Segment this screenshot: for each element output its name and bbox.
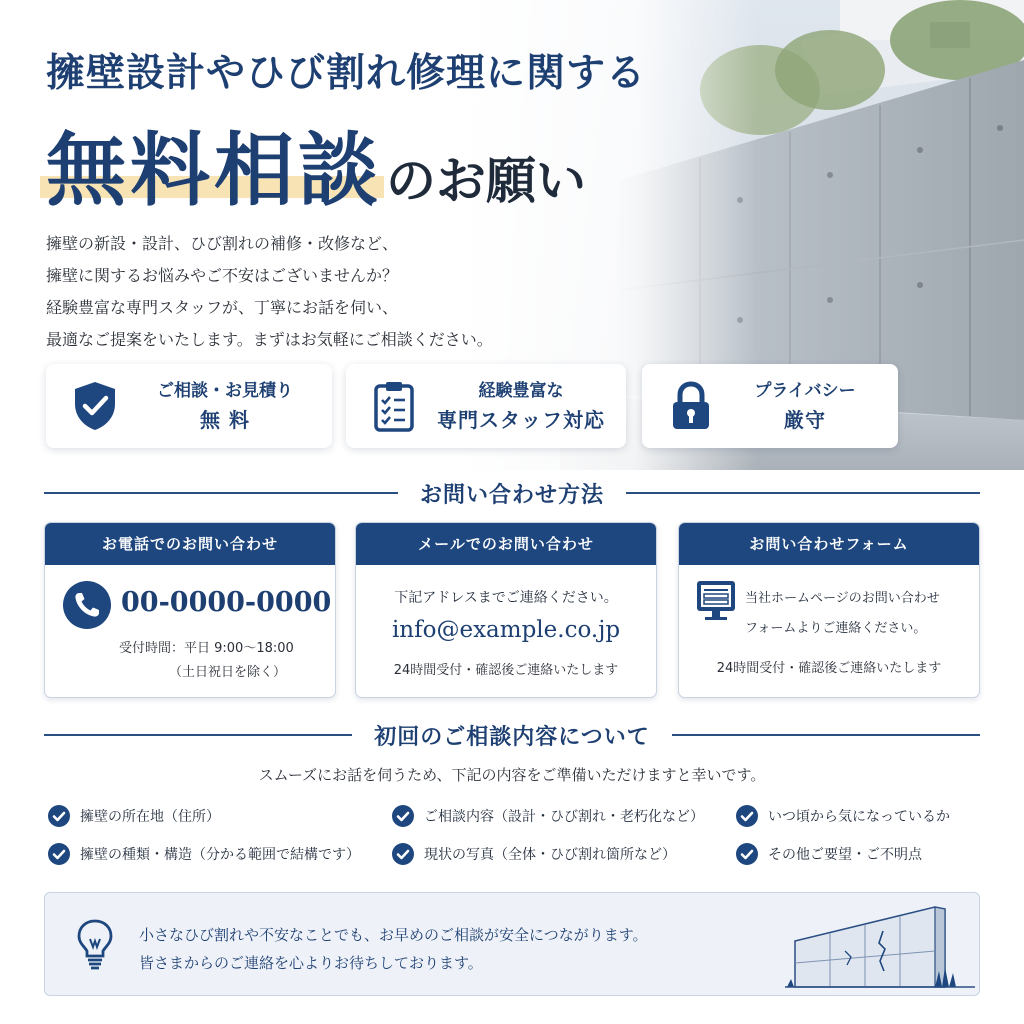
feature-line2: 専門スタッフ対応 (437, 408, 605, 432)
check-circle-icon (48, 843, 70, 865)
checklist-item (736, 842, 922, 866)
checklist-item-text: 擁壁の所在地（住所） (80, 809, 220, 825)
cracked-wall-illustration (785, 901, 975, 993)
consult-title: 初回のご相談内容について (374, 724, 650, 750)
phone-icon (63, 581, 111, 629)
check-circle-icon (48, 805, 70, 827)
checklist-item-text: 擁壁の種類・構造（分かる範囲で結構です） (80, 847, 360, 863)
phone-number[interactable]: 00-0000-0000 (121, 587, 332, 618)
divider (672, 734, 980, 736)
feature-free-consultation (46, 364, 332, 448)
divider (44, 492, 398, 494)
contact-section-title (44, 478, 980, 508)
email-note: 24時間受付・確認後ご連絡いたします (393, 663, 619, 678)
checklist-item-text: ご相談内容（設計・ひび割れ・老朽化など） (424, 809, 704, 825)
checklist-item (392, 804, 704, 828)
intro-line: 経験豊富な専門スタッフが、丁寧にお話を伺い、 (46, 298, 399, 317)
check-circle-icon (392, 843, 414, 865)
checklist-item-text: 現状の写真（全体・ひび割れ箇所など） (424, 847, 676, 863)
headline-emphasis: 無料相談 (46, 123, 382, 217)
phone-contact-card (44, 522, 336, 698)
lightbulb-icon (75, 917, 115, 971)
check-circle-icon (392, 805, 414, 827)
contact-title: お問い合わせ方法 (420, 482, 605, 508)
intro-text (46, 228, 606, 356)
check-circle-icon (736, 805, 758, 827)
checklist-item-text: その他ご要望・ご不明点 (768, 847, 922, 863)
consult-lead: スムーズにお話を伺うため、下記の内容をご準備いただけますと幸いです。 (258, 766, 766, 784)
consult-section-title (44, 720, 980, 750)
checklist-item (48, 804, 220, 828)
phone-hours: 受付時間：平日 9:00〜18:00 (119, 641, 294, 656)
footer-text (139, 921, 648, 977)
headline-main (46, 106, 586, 221)
intro-line: 最適なご提案をいたします。まずはお気軽にご相談ください。 (46, 330, 493, 349)
feature-line2: 無 料 (200, 408, 250, 432)
form-note: 24時間受付・確認後ご連絡いたします (716, 661, 942, 676)
clipboard-checklist-icon (372, 380, 416, 432)
checklist-item (392, 842, 676, 866)
footer-message-box (44, 892, 980, 996)
form-contact-card (678, 522, 980, 698)
divider (626, 492, 980, 494)
checklist-item-text: いつ頃から気になっているか (768, 809, 950, 825)
email-card-header: メールでのお問い合わせ (356, 523, 656, 565)
feature-line1: 経験豊富な (478, 381, 564, 401)
email-address[interactable]: info@example.co.jp (391, 617, 621, 643)
footer-line: 小さなひび割れや不安なことでも、お早めのご相談が安全につながります。 (139, 926, 648, 944)
headline-line1: 擁壁設計やひび割れ修理に関する (46, 50, 647, 96)
divider (44, 734, 352, 736)
feature-line1: ご相談・お見積り (157, 381, 293, 401)
feature-privacy (642, 364, 898, 448)
feature-line2: 厳守 (784, 408, 826, 432)
shield-check-icon (72, 380, 118, 432)
intro-line: 擁壁に関するお悩みやご不安はございませんか？ (46, 266, 399, 285)
check-circle-icon (736, 843, 758, 865)
intro-line: 擁壁の新設・設計、ひび割れの補修・改修など、 (46, 234, 399, 253)
web-form-monitor-icon (695, 579, 737, 623)
email-contact-card (355, 522, 657, 698)
headline-suffix: のお願い (386, 151, 586, 210)
footer-line: 皆さまからのご連絡を心よりお待ちしております。 (139, 954, 483, 972)
feature-expert-staff (346, 364, 626, 448)
email-lead: 下記アドレスまでご連絡ください。 (394, 590, 618, 606)
feature-line1: プライバシー (754, 381, 856, 401)
checklist-item (736, 804, 950, 828)
form-text-line2: フォームよりご連絡ください。 (745, 621, 927, 636)
phone-card-header: お電話でのお問い合わせ (45, 523, 335, 565)
form-text-line1: 当社ホームページのお問い合わせ (745, 591, 940, 606)
lock-icon (670, 381, 712, 431)
phone-hours-note: （土日祝日を除く） (169, 665, 287, 680)
form-card-header: お問い合わせフォーム (679, 523, 979, 565)
checklist-item (48, 842, 360, 866)
